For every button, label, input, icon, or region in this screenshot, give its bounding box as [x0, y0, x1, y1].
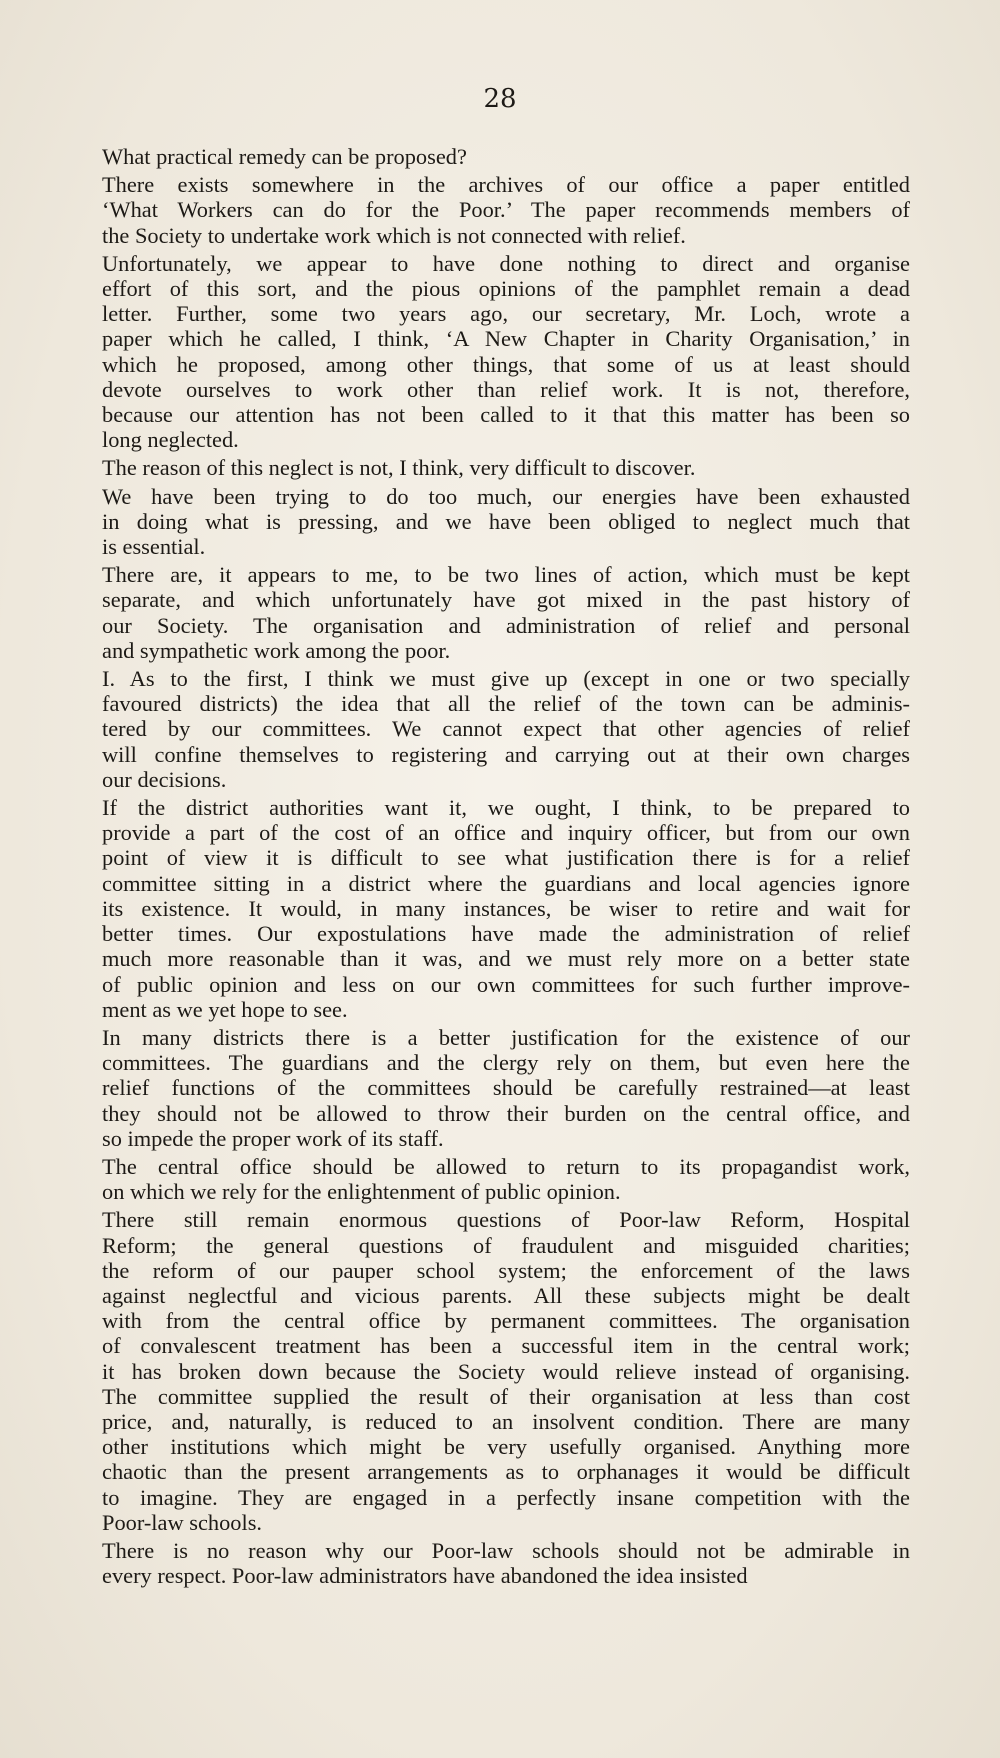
paragraph: [102, 795, 910, 1022]
text-line: separate, and which unfortunately have got mixed in the past history of: [102, 587, 910, 613]
text-line: other institutions which might be very usefully organised. Anything more: [102, 1434, 910, 1460]
text-line: in doing what is pressing, and we have been obliged to neglect much that: [102, 508, 910, 534]
text-line: point of view it is difficult to see what justification there is for a relief: [102, 845, 910, 871]
text-line: ‘What Workers can do for the Poor.’ The paper recommends members of: [102, 197, 910, 223]
paragraph: [102, 484, 910, 560]
text-line: ment as we yet hope to see.: [102, 996, 348, 1022]
text-line: committees. The guardians and the clergy rely on them, but even here the: [102, 1050, 910, 1076]
text-line: of public opinion and less on our own committees for such further improve-: [102, 971, 910, 997]
text-line: our Society. The organisation and administration of relief and personal: [102, 612, 910, 638]
text-line: If the district authorities want it, we ought, I think, to be prepared to: [102, 795, 910, 821]
body-text: [102, 144, 910, 1591]
text-line: it has broken down because the Society would relieve instead of organising.: [102, 1358, 910, 1384]
paragraph: [102, 455, 910, 480]
paragraph: [102, 1025, 910, 1151]
text-line: will confine themselves to registering and carrying out at their own charges: [102, 741, 910, 767]
text-line: the reform of our pauper school system; the enforcement of the laws: [102, 1257, 910, 1283]
text-line: The central office should be allowed to return to its propagandist work,: [102, 1153, 910, 1179]
paragraph: [102, 144, 910, 169]
paragraph: [102, 1538, 910, 1588]
text-line: much more reasonable than it was, and we must rely more on a better state: [102, 946, 910, 972]
text-line: I. As to the first, I think we must give up (except in one or two specially: [102, 666, 910, 692]
text-line: against neglectful and vicious parents. All these subjects might be dealt: [102, 1282, 910, 1308]
text-line: effort of this sort, and the pious opinions of the pamphlet remain a dead: [102, 276, 910, 302]
text-line: The reason of this neglect is not, I think, very difficult to discover.: [102, 455, 696, 481]
text-line: Unfortunately, we appear to have done nothing to direct and organise: [102, 250, 910, 276]
text-line: committee sitting in a district where the guardians and local agencies ignore: [102, 870, 910, 896]
text-line: our decisions.: [102, 766, 227, 792]
text-line: Reform; the general questions of fraudulent and misguided charities;: [102, 1232, 910, 1258]
text-line: paper which he called, I think, ‘A New Chapter in Charity Organisation,’ in: [102, 326, 910, 352]
text-line: There still remain enormous questions of Poor-law Reform, Hospital: [102, 1207, 910, 1233]
text-line: its existence. It would, in many instances, be wiser to retire and wait for: [102, 895, 910, 921]
paragraph: [102, 1207, 910, 1535]
paragraph: [102, 172, 910, 248]
text-line: provide a part of the cost of an office and inquiry officer, but from our own: [102, 820, 910, 846]
text-line: devote ourselves to work other than relief work. It is not, therefore,: [102, 376, 910, 402]
text-line: There is no reason why our Poor-law schools should not be admirable in: [102, 1537, 910, 1563]
text-line: because our attention has not been called to it that this matter has been so: [102, 402, 910, 428]
text-line: letter. Further, some two years ago, our secretary, Mr. Loch, wrote a: [102, 301, 910, 327]
paragraph: [102, 562, 910, 663]
text-line: relief functions of the committees should be carefully restrained—at least: [102, 1075, 910, 1101]
text-line: We have been trying to do too much, our energies have been exhausted: [102, 483, 910, 509]
text-line: What practical remedy can be proposed?: [102, 144, 467, 169]
text-line: Poor-law schools.: [102, 1509, 263, 1535]
paragraph: [102, 251, 910, 453]
text-line: and sympathetic work among the poor.: [102, 637, 451, 663]
text-line: In many districts there is a better justification for the existence of our: [102, 1024, 910, 1050]
text-line: chaotic than the present arrangements as to orphanages it would be difficult: [102, 1459, 910, 1485]
text-line: better times. Our expostulations have made the administration of relief: [102, 921, 910, 947]
text-line: long neglected.: [102, 427, 239, 453]
text-line: on which we rely for the enlightenment of public opinion.: [102, 1179, 621, 1205]
text-line: every respect. Poor-law administrators have abandoned the idea insisted: [102, 1563, 748, 1589]
text-line: The committee supplied the result of their organisation at less than cost: [102, 1383, 910, 1409]
text-line: the Society to undertake work which is not connected with relief.: [102, 222, 686, 248]
text-line: There are, it appears to me, to be two lines of action, which must be kept: [102, 562, 910, 588]
paragraph: [102, 666, 910, 792]
page-number: 28: [483, 84, 517, 114]
text-line: with from the central office by permanent committees. The organisation: [102, 1308, 910, 1334]
paragraph: [102, 1154, 910, 1204]
text-line: price, and, naturally, is reduced to an insolvent condition. There are many: [102, 1408, 910, 1434]
text-line: There exists somewhere in the archives of our office a paper entitled: [102, 172, 910, 198]
text-line: which he proposed, among other things, that some of us at least should: [102, 351, 910, 377]
text-line: to imagine. They are engaged in a perfectly insane competition with the: [102, 1484, 910, 1510]
text-line: is essential.: [102, 534, 206, 560]
text-line: so impede the proper work of its staff.: [102, 1125, 444, 1151]
text-line: they should not be allowed to throw their burden on the central office, and: [102, 1100, 910, 1126]
text-line: tered by our committees. We cannot expect that other agencies of relief: [102, 716, 910, 742]
text-line: of convalescent treatment has been a successful item in the central work;: [102, 1333, 910, 1359]
text-line: favoured districts) the idea that all the relief of the town can be adminis-: [102, 691, 910, 717]
